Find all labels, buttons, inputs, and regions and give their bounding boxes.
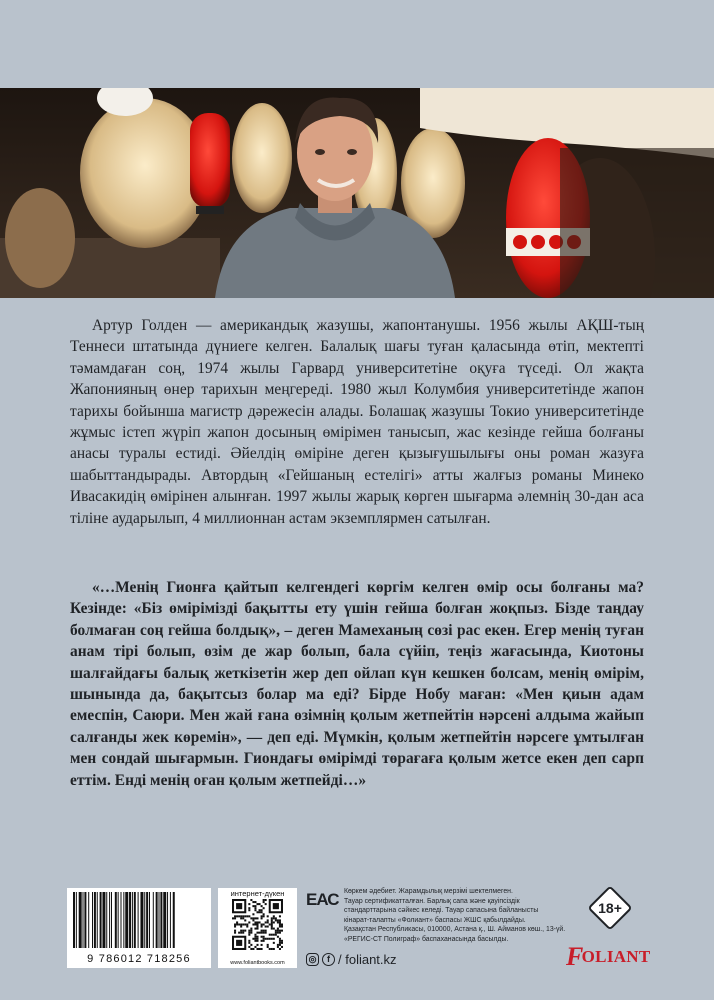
qr-code-icon	[232, 899, 283, 950]
age-rating-badge	[585, 883, 635, 933]
author-photo-illustration	[0, 88, 714, 298]
publisher-logo	[566, 942, 651, 972]
legal-line: Көркем әдебиет. Жарамдылық мерзімі шектелмеген.	[344, 888, 513, 895]
author-photo	[0, 88, 714, 298]
publisher-logo-initial: F	[566, 942, 584, 971]
facebook-icon[interactable]: f	[322, 953, 335, 966]
legal-line: Қазақстан Республикасы, 010000, Астана қ., Ш. Айманов көш., 13-үй.	[344, 926, 566, 934]
instagram-icon[interactable]: ◎	[306, 953, 319, 966]
qr-label: интернет-дүкен	[230, 889, 285, 898]
barcode-bars	[71, 892, 207, 948]
isbn-barcode	[67, 888, 211, 968]
social-handle[interactable]: / foliant.kz	[338, 951, 397, 967]
legal-line: Тауар сертификатталған. Барлық сапа және қауіпсіздік	[344, 897, 520, 905]
qr-url: www.foliantbooks.com	[230, 960, 285, 966]
legal-line: «РЕГИС-СТ Полиграф» баспаханасында басылды.	[344, 935, 509, 943]
isbn-number: 9 786012 718256	[87, 953, 191, 965]
qr-code-block[interactable]	[218, 888, 297, 968]
author-bio: Артур Голден — американдық жазушы, жапонтанушы. 1956 жылы АҚШ-тың Теннеси штатында дүниеге келген. Балалық шағы туған қаласында өтіп, мектепті тәмамдаған соң, 1974 жылы Гарвард университетіне оқуға түседі. Ол жақта Жапонияның өнер тарихын меңгереді. 1980 жыл Колумбия университетінде жапон тарихы бойынша магистр дәрежесін алады. Болашақ жазушы Токио университетінде жұмыс істеп жүріп жапон досының өмірімен танысып, жас кезінде гейша болғаны анасы туралы естиді. Әйелдің өміріне деген қызығушылығы оны роман жазуға шабыттандырады. Автордың «Гейшаның естелігі» атты жалғыз романы Минеко Ивасакидің өмірінен алынған. 1997 жылы жарық көрген шығарма әлемнің 30-дан аса тіліне аударылып, 4 миллионнан астам экземплярмен сатылған.	[70, 317, 644, 527]
legal-line: кінарат-талапты «Фолиант» баспасы ЖШС қабылдайды.	[344, 916, 526, 924]
legal-info	[344, 887, 592, 945]
social-links[interactable]	[306, 951, 397, 967]
legal-line: стандарттарына сәйкес келеді. Тауар сапасына байланысты	[344, 907, 539, 915]
publisher-logo-text: OLIANT	[581, 947, 651, 966]
eac-certification-mark: ЕАС	[306, 890, 339, 909]
book-excerpt-quote: «…Менің Гионға қайтып келгендегі көргім келген өмір осы болғаны ма? Кезінде: «Біз өмірімізді бақытты ету үшін гейша болған жоқпыз. Бізде таңдау болмаған соң гейша болдық», – деген Мамеханың сөзі рас екен. Егер менің туған анам тірі болып, өзім де жар болып, бала сүйіп, теңіз жағасында, Киотоны шалғайдағы балық жеткізетін жер деп ойлап күн кешкен болсам, менің өмірім, шынында да, бақытсыз болар ма еді? Бірде Нобу маған: «Мен қиын адам емеспін, Саюри. Мен жай ғана өзімнің қолым жетпейтін нәрсені алдыма жайып салғанды жек көремін», — деп еді. Мүмкін, қолым жетпейтін нәрсеге ұмтылған мен сондай шығармын. Гиондағы өмірімді төрағаға қолым жетсе екен деп сарп еттім. Енді менің оған қолым жетпейді…»	[70, 579, 644, 789]
age-rating-label: 18+	[598, 900, 622, 916]
